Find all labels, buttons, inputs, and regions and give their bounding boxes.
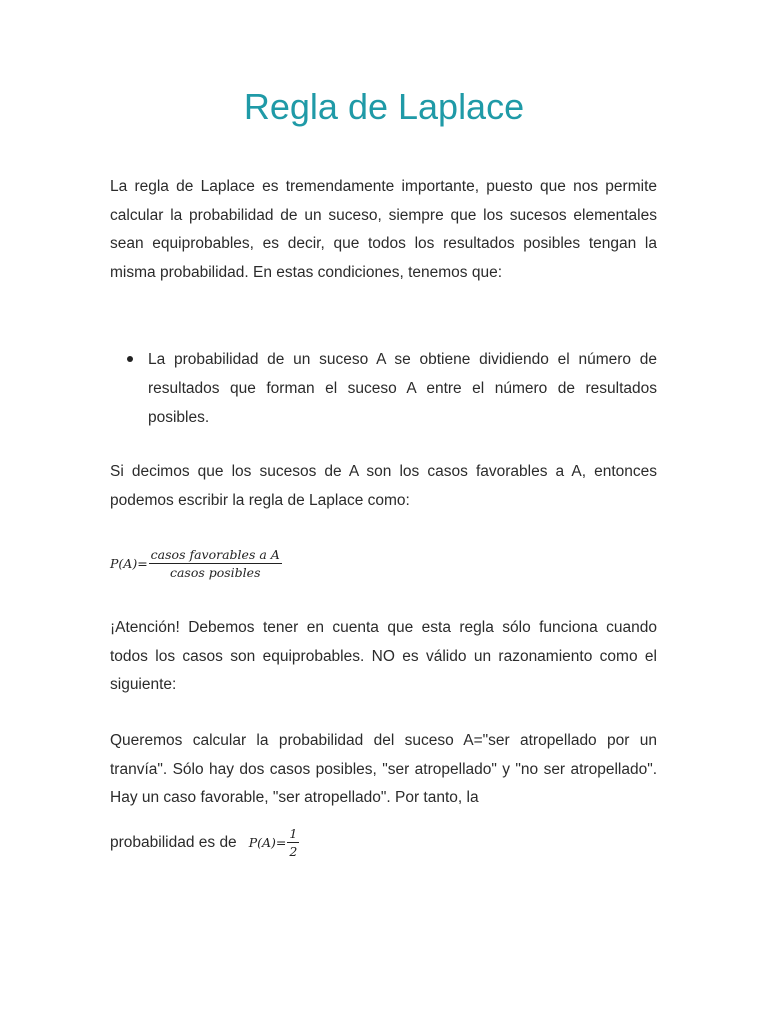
formula-fraction (287, 826, 299, 859)
probability-result-line (110, 826, 299, 859)
page-title: Regla de Laplace (243, 86, 525, 127)
formula-denominator: 2 (289, 844, 298, 859)
formula-fraction (149, 547, 282, 580)
bullet-list (110, 345, 657, 432)
laplace-formula (110, 547, 282, 580)
formula-numerator: 1 (289, 826, 298, 841)
formula-lhs: P(A)= (110, 556, 148, 571)
probability-result-text: probabilidad es de (110, 833, 237, 851)
paragraph-warning: ¡Atención! Debemos tener en cuenta que esta regla sólo funciona cuando todos los casos son equiprobables. NO es válido un razonamiento como el siguiente: (110, 619, 657, 694)
formula-lhs: P(A)= (248, 835, 287, 850)
probability-half-formula (249, 826, 300, 859)
list-item (110, 345, 657, 432)
bullet-icon (127, 356, 133, 362)
bullet-text: La probabilidad de un suceso A se obtiene dividiendo el número de resultados que forman el suceso A entre el número de resultados posibles. (148, 351, 657, 426)
intro-paragraph: La regla de Laplace es tremendamente importante, puesto que nos permite calcular la probabilidad de un suceso, siempre que los sucesos elementales sean equiprobables, es decir, que todos los resultados posibles tengan la misma probabilidad. En estas condiciones, tenemos que: (110, 178, 657, 281)
paragraph-favorable-cases: Si decimos que los sucesos de A son los casos favorables a A, entonces podemos escribir la regla de Laplace como: (110, 463, 657, 509)
paragraph-example: Queremos calcular la probabilidad del suceso A="ser atropellado por un tranvía". Sólo hay dos casos posibles, "ser atropellado" y "no ser atropellado". Hay un caso favorable, "ser atropellado". Por tanto, la (110, 732, 657, 807)
formula-numerator: casos favorables a A (150, 547, 280, 562)
formula-denominator: casos posibles (169, 565, 261, 580)
